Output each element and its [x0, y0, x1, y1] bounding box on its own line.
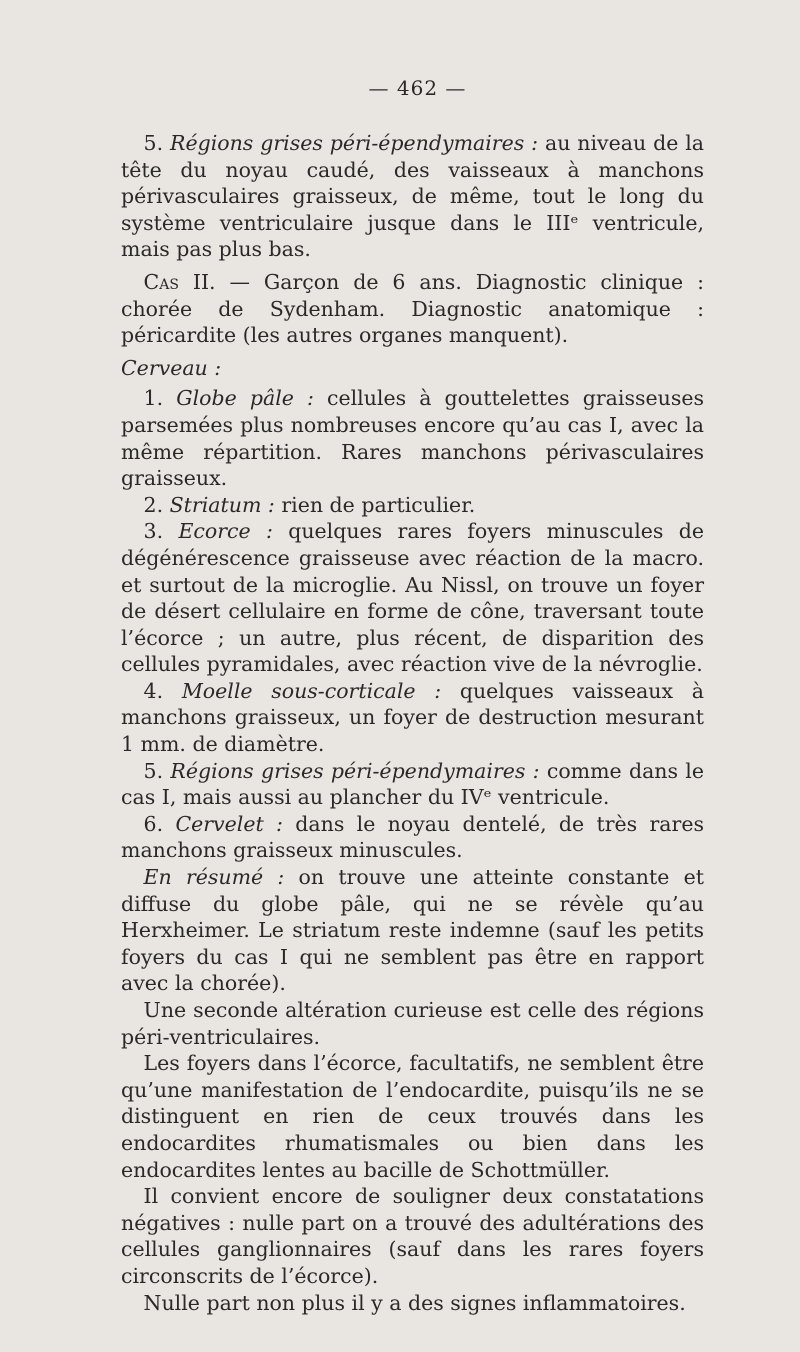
item-number: 3. [143, 519, 164, 544]
item-text: comme dans le cas I, mais aussi au plancher du IVᵉ ventricule. [121, 758, 704, 810]
paragraph-en-resume [121, 864, 704, 997]
item-title: Régions grises péri-épendymaires : [170, 758, 540, 783]
item-number: 4. [143, 678, 164, 703]
paragraph-text: Il convient encore de souligner deux constatations négatives : nulle part on a trouvé des adultérations des cellules ganglionnaires (sauf dans les rares foyers circonscrits de l’écorce). [121, 1184, 704, 1288]
item-number: 6. [143, 811, 164, 836]
item-text: quelques rares foyers minuscules de dégénérescence graisseuse avec réaction de la macro. et surtout de la microglie. Au Nissl, on trouve un foyer de désert cellulaire en forme de cône, traversant toute l’écorce ; un autre, plus récent, de disparition des cellules pyramidales, avec réaction vive de la névroglie. [121, 519, 704, 677]
item-title: Globe pâle : [176, 386, 314, 411]
paragraph-cervelet [121, 811, 704, 864]
paragraph-seconde-alteration [121, 997, 704, 1050]
paragraph-globe-pale [121, 385, 704, 491]
paragraph-constatations-negatives [121, 1183, 704, 1289]
section-heading-cerveau: Cerveau : [121, 355, 222, 380]
paragraph-text: Nulle part non plus il y a des signes inflammatoires. [143, 1290, 686, 1315]
case-label: Cas II. [143, 269, 216, 294]
item-number: 5. [143, 131, 164, 155]
item-text: cellules à gouttelettes graisseuses parsemées plus nombreuses encore qu’au cas I, avec la même répartition. Rares manchons périvasculaires graisseux. [121, 386, 704, 491]
paragraph-text: Les foyers dans l’écorce, facultatifs, ne semblent être qu’une manifestation de l’endocardite, puisqu’ils ne se distinguent en rien de ceux trouvés dans les endocardites rhumatismales ou bien dans les endocardites lentes au bacille de Schottmüller. [121, 1051, 704, 1182]
paragraph-text: Une seconde altération curieuse est celle des régions péri-ventriculaires. [121, 998, 704, 1049]
paragraph-moelle-sous-corticale [121, 678, 704, 758]
item-title: Cervelet : [175, 811, 283, 836]
paragraph-signes-inflammatoires [121, 1290, 704, 1317]
paragraph-striatum [121, 492, 704, 519]
item-text: quelques vaisseaux à manchons graisseux, un foyer de destruction mesurant 1 mm. de diamètre. [121, 678, 704, 757]
paragraph-ecorce [121, 518, 704, 678]
item-title: Striatum : [169, 492, 275, 517]
item-title: Régions grises péri-épendymaires : [170, 131, 539, 155]
paragraph-foyers-ecorce [121, 1050, 704, 1183]
item-number: 1. [143, 386, 164, 411]
item-text: dans le noyau dentelé, de très rares manchons graisseux minuscules. [121, 811, 704, 863]
item-number: 2. [143, 492, 164, 517]
summary-text: on trouve une atteinte constante et diffuse du globe pâle, qui ne se révèle qu’au Herxheimer. Le striatum reste indemne (sauf les petits foyers du cas I qui ne semblent pas être en rapport avec la chorée). [121, 865, 704, 996]
page-number: — 462 — [368, 76, 467, 100]
case-text: — Garçon de 6 ans. Diagnostic clinique : chorée de Sydenham. Diagnostic anatomique : péricardite (les autres organes manquent). [121, 269, 704, 348]
item-title: Ecorce : [178, 519, 273, 544]
item-number: 5. [143, 758, 164, 783]
item-text: rien de particulier. [281, 492, 476, 517]
paragraph-regions-grises-cas2 [121, 758, 704, 811]
item-text: au niveau de la tête du noyau caudé, des vaisseaux à manchons périvasculaires graisseux, de même, tout le long du système ventriculaire jusque dans le IIIᵉ ventricule, mais pas plus bas. [121, 131, 704, 262]
item-title: Moelle sous-corticale : [181, 678, 442, 703]
paragraph-regions-grises-cas1 [121, 130, 704, 263]
summary-title: En résumé : [143, 865, 285, 890]
paragraph-cas-2 [121, 269, 704, 349]
